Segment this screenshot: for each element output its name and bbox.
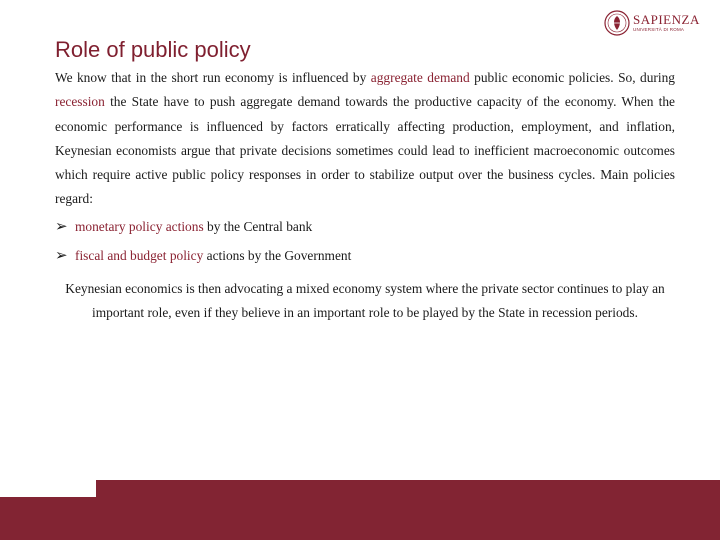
intro-paragraph: [55, 66, 675, 212]
highlight-recession: recession: [55, 94, 105, 110]
logo-text: [633, 13, 700, 33]
university-seal-icon: [604, 10, 630, 36]
intro-text-2: public economic policies. So, during: [469, 70, 676, 85]
footer-bar: [96, 480, 720, 540]
slide-title: Role of public policy: [55, 37, 251, 62]
policy-list: [55, 212, 675, 270]
slide-body: [55, 66, 675, 270]
list-item: [55, 241, 675, 270]
sapienza-logo: [604, 8, 700, 38]
logo-subtitle: UNIVERSITÀ DI ROMA: [633, 27, 685, 33]
logo-name: SAPIENZA: [633, 12, 700, 28]
intro-text-3: the State have to push aggregate demand towards the productive capacity of the economy. When the economic performance is influenced by factors erratically affecting production, employment, and inflation, Keynesian economists argue that private decisions sometimes could lead to inefficient macroeconomic outcomes which require active public policy responses in order to stabilize output over the business cycles. Main policies regard:: [55, 94, 675, 207]
footer-strip: [0, 497, 96, 540]
highlight-aggregate-demand: aggregate demand: [370, 70, 470, 85]
intro-text-1: We know that in the short run economy is influenced by: [55, 70, 371, 85]
bullet-highlight: monetary policy actions: [75, 218, 204, 234]
bullet-highlight: fiscal and budget policy: [75, 247, 204, 263]
conclusion-paragraph: Keynesian economics is then advocating a mixed economy system where the private sector continues to play an important role, even if they believe in an important role to be played by the State in recession periods.: [65, 281, 665, 320]
bullet-text: by the Central bank: [203, 218, 313, 234]
list-item: [55, 212, 675, 241]
arrow-bullet-icon: ➢: [55, 216, 68, 235]
bullet-text: actions by the Government: [203, 247, 352, 263]
arrow-bullet-icon: ➢: [55, 245, 68, 264]
